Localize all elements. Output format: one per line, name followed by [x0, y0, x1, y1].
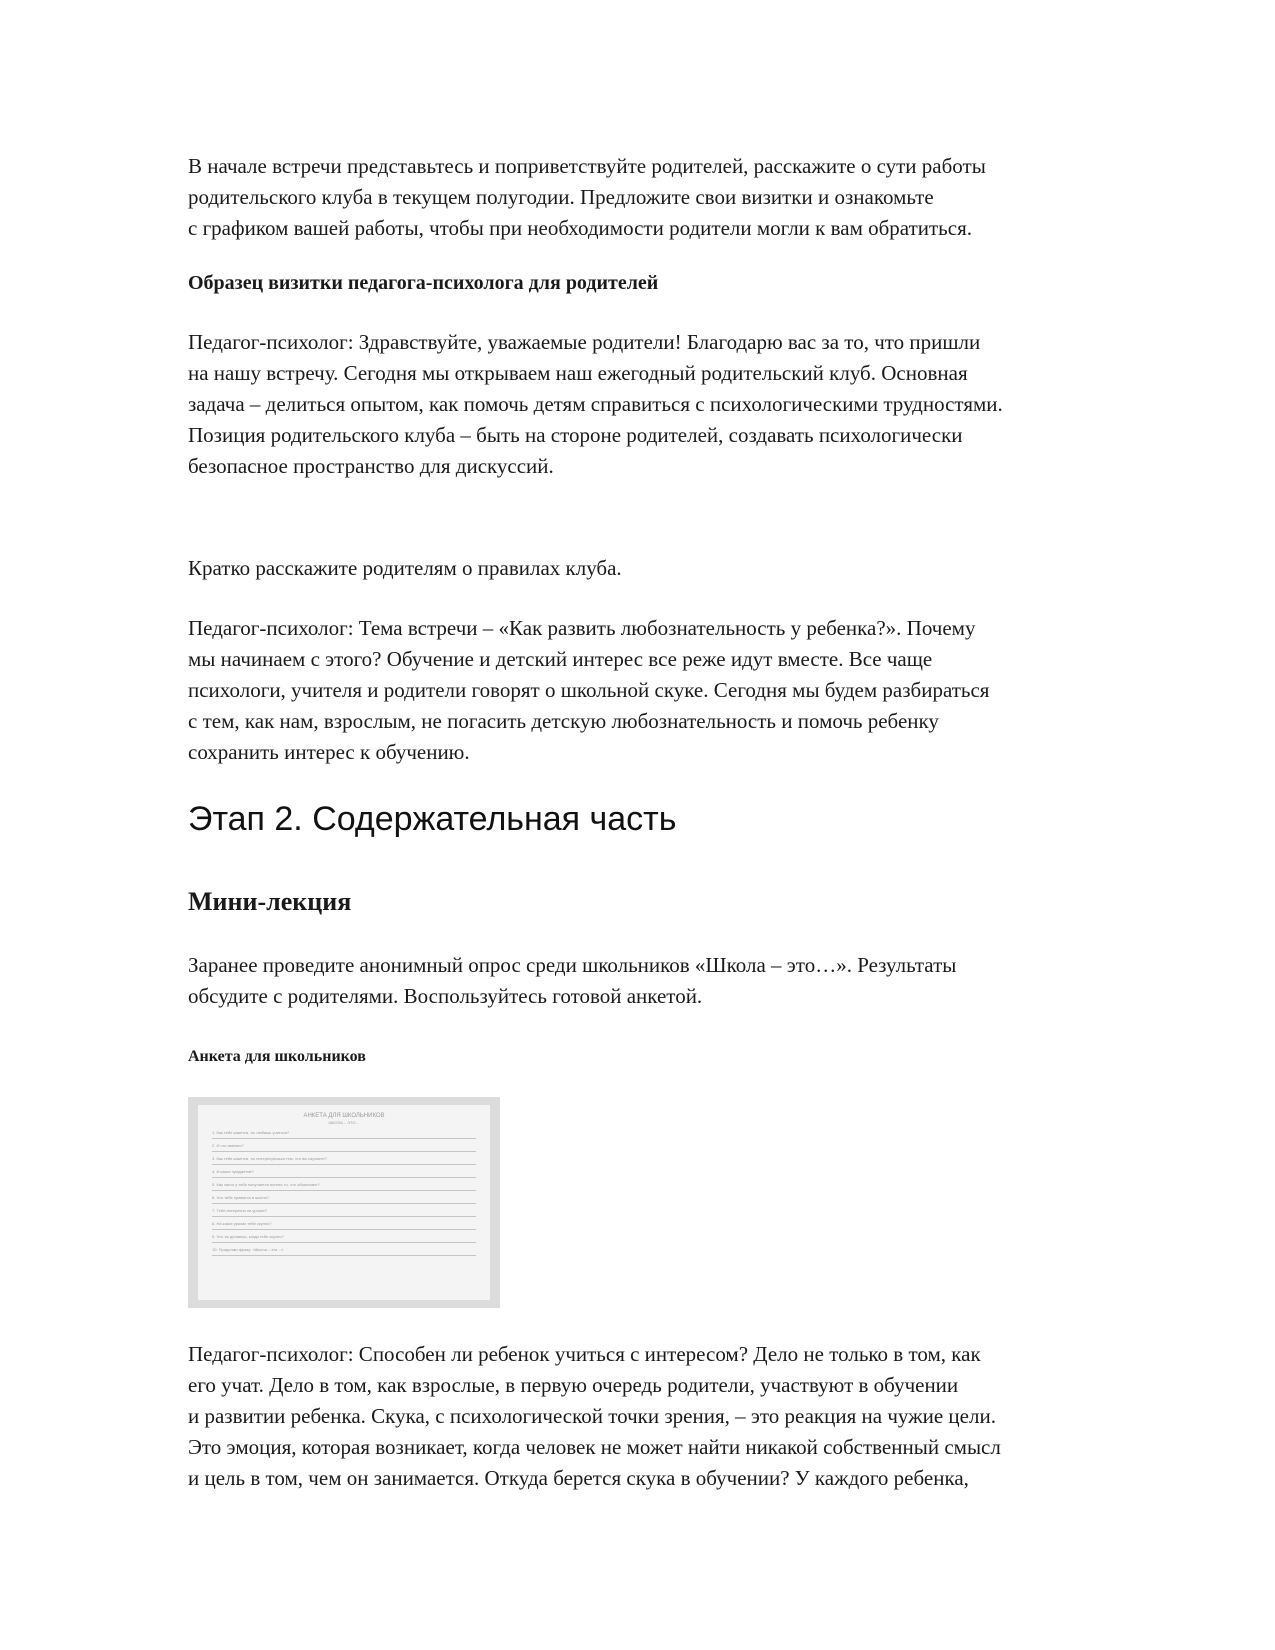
greeting-line: безопасное пространство для дискуссий. [188, 454, 554, 478]
questionnaire-subtitle: ШКОЛА – ЭТО… [328, 1120, 360, 1125]
questionnaire-heading: Анкета для школьников [188, 1048, 366, 1065]
questionnaire-item: 6. Что тебе нравится в школе? [212, 1195, 476, 1204]
lecture-line: Это эмоция, которая возникает, когда человек не может найти никакой собственный смысл [188, 1435, 1001, 1459]
questionnaire-sheet [198, 1105, 490, 1300]
greeting-paragraph [188, 327, 1088, 482]
topic-line: сохранить интерес к обучению. [188, 740, 470, 764]
questionnaire-item: 2. И что именно? [212, 1143, 476, 1152]
survey-line: обсудите с родителями. Воспользуйтесь готовой анкетой. [188, 984, 703, 1008]
topic-line: с тем, как нам, взрослым, не погасить детскую любознательность и помочь ребенку [188, 709, 939, 733]
questionnaire-image [188, 1097, 500, 1308]
sample-heading: Образец визитки педагога-психолога для родителей [188, 272, 659, 294]
rules-paragraph [188, 553, 1088, 584]
survey-line: Заранее проведите анонимный опрос среди школьников «Школа – это…». Результаты [188, 953, 957, 977]
topic-line: Педагог-психолог: Тема встречи – «Как развить любознательность у ребенка?». Почему [188, 616, 976, 640]
greeting-line: задача – делиться опытом, как помочь детям справиться с психологическими трудностями. [188, 392, 1003, 416]
questionnaire-item: 10. Продолжи фразу: «Школа – это…» [212, 1247, 476, 1256]
lecture-line: его учат. Дело в том, как взрослые, в первую очередь родители, участвуют в обучении [188, 1373, 959, 1397]
questionnaire-item: 7. Тебе интересно на уроках? [212, 1208, 476, 1217]
greeting-line: на нашу встречу. Сегодня мы открываем наш ежегодный родительский клуб. Основная [188, 361, 968, 385]
rules-line: Кратко расскажите родителям о правилах клуба. [188, 556, 622, 580]
stage-heading: Этап 2. Содержательная часть [188, 800, 677, 838]
questionnaire-item: 9. Что ты делаешь, когда тебе скучно? [212, 1234, 476, 1243]
topic-line: мы начинаем с этого? Обучение и детский интерес все реже идут вместе. Все чаще [188, 647, 933, 671]
survey-paragraph [188, 950, 1088, 1012]
lecture-line: и развитии ребенка. Скука, с психологической точки зрения, – это реакция на чужие цели. [188, 1404, 996, 1428]
greeting-line: Позиция родительского клуба – быть на стороне родителей, создавать психологически [188, 423, 963, 447]
questionnaire-title: АНКЕТА ДЛЯ ШКОЛЬНИКОВ [303, 1113, 385, 1119]
topic-paragraph [188, 613, 1088, 768]
lecture-paragraph [188, 1339, 1088, 1494]
questionnaire-item: 4. И каких предметов? [212, 1169, 476, 1178]
questionnaire-item: 1. Как тебе кажется, ты любишь учиться? [212, 1130, 476, 1139]
topic-line: психологи, учителя и родители говорят о школьной скуке. Сегодня мы будем разбираться [188, 678, 990, 702]
questionnaire-item: 5. Как часто у тебя получается понять то, что объясняют? [212, 1182, 476, 1191]
lecture-line: Педагог-психолог: Способен ли ребенок учиться с интересом? Дело не только в том, как [188, 1342, 981, 1366]
intro-paragraph [188, 151, 1088, 244]
questionnaire-item: 3. Как тебе кажется, ты интересуешься тем, что вы изучаете? [212, 1156, 476, 1165]
questionnaire-item: 8. На каких уроках тебе скучно? [212, 1221, 476, 1230]
mini-lecture-heading: Мини-лекция [188, 887, 352, 916]
lecture-line: и цель в том, чем он занимается. Откуда берется скука в обучении? У каждого ребенка, [188, 1466, 969, 1490]
greeting-line: Педагог-психолог: Здравствуйте, уважаемые родители! Благодарю вас за то, что пришли [188, 330, 981, 354]
intro-line: с графиком вашей работы, чтобы при необходимости родители могли к вам обратиться. [188, 216, 972, 240]
intro-line: родительского клуба в текущем полугодии. Предложите свои визитки и ознакомьте [188, 185, 934, 209]
intro-line: В начале встречи представьтесь и поприветствуйте родителей, расскажите о сути работы [188, 154, 986, 178]
